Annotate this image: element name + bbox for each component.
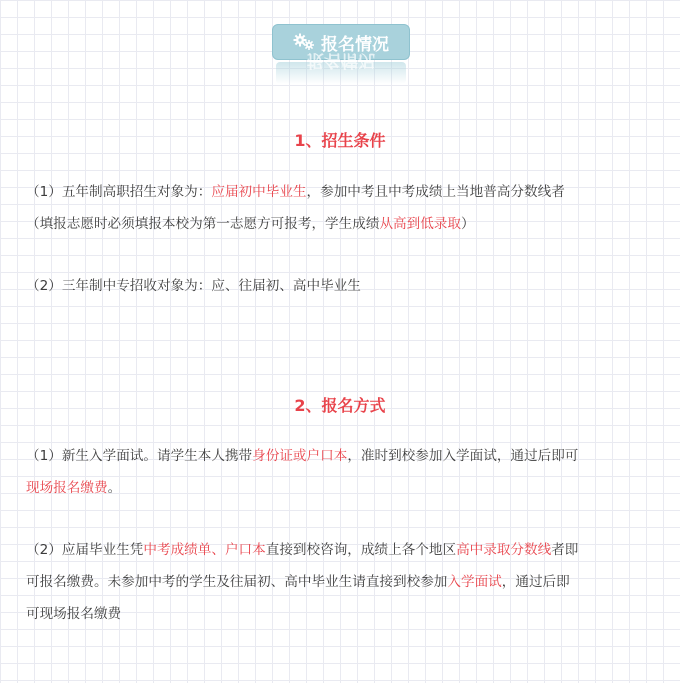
section-heading-registration: 2、报名方式 bbox=[294, 396, 386, 415]
paragraph-line: （1）新生入学面试。请学生本人携带身份证或户口本，准时到校参加入学面试，通过后即可 bbox=[26, 448, 579, 464]
paragraph-line: 可报名缴费。未参加中考的学生及往届初、高中毕业生请直接到校参加入学面试，通过后即 bbox=[26, 574, 570, 590]
paragraph-line: 现场报名缴费。 bbox=[26, 480, 122, 496]
conditions-paragraph-1 bbox=[26, 176, 666, 240]
paragraph-line: （2）应届毕业生凭中考成绩单、户口本直接到校咨询，成绩上各个地区高中录取分数线者即 bbox=[26, 542, 579, 558]
badge-title: 报名情况 bbox=[321, 34, 389, 55]
conditions-paragraph-2 bbox=[26, 270, 666, 302]
badge-reflection bbox=[276, 50, 406, 84]
paragraph-line: （填报志愿时必须填报本校为第一志愿方可报考，学生成绩从高到低录取） bbox=[26, 216, 475, 232]
section-badge bbox=[272, 24, 410, 84]
registration-paragraph-2 bbox=[26, 534, 666, 630]
gears-icon bbox=[293, 33, 315, 51]
paragraph-line: 可现场报名缴费 bbox=[26, 606, 122, 622]
section-heading-conditions: 1、招生条件 bbox=[294, 131, 386, 150]
registration-paragraph-1 bbox=[26, 440, 666, 504]
badge-reflection-text: 报名情况 bbox=[307, 50, 375, 70]
paragraph-line: （1）五年制高职招生对象为：应届初中毕业生，参加中考且中考成绩上当地普高分数线者 bbox=[26, 184, 565, 200]
paragraph-line: （2）三年制中专招收对象为：应、往届初、高中毕业生 bbox=[26, 278, 361, 294]
